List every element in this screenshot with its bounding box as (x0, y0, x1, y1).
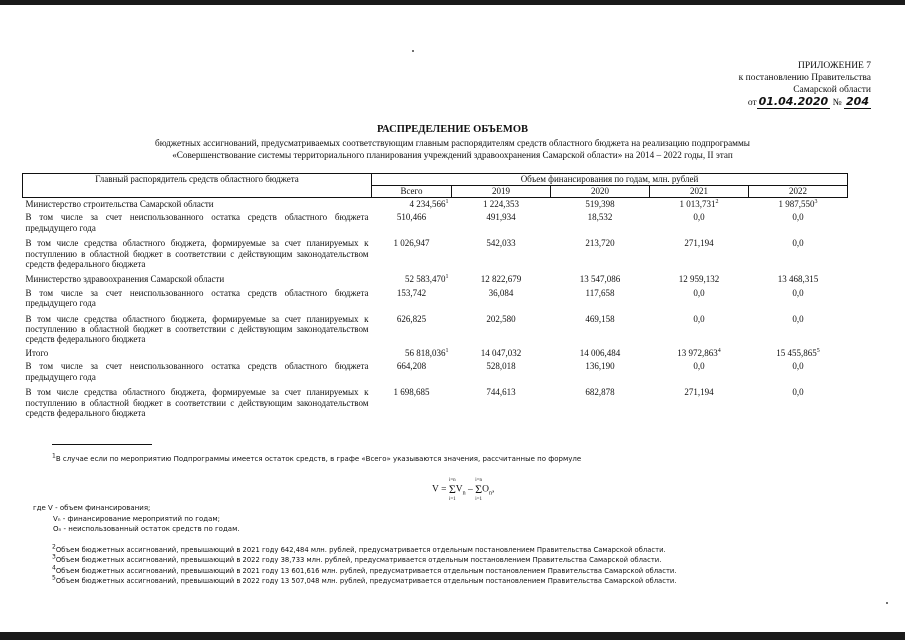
row-2021: 0,0 (693, 361, 705, 372)
row-2021: 0,0 (693, 212, 705, 223)
table-row (23, 313, 848, 347)
row-total: 52 583,470$^1$ (405, 274, 449, 285)
table-row (23, 198, 848, 212)
row-2022: 0,0 (792, 361, 804, 372)
row-2019: 202,580 (486, 313, 516, 324)
row-total: 56 818,036$^1$ (405, 347, 449, 358)
row-2020: 136,190 (585, 361, 615, 372)
appendix-line2: к постановлению Правительства (738, 73, 871, 83)
row-name: Итого (25, 347, 49, 358)
footnote-4: $^4$Объем бюджетных ассигнований, превышающий в 2021 году 13 601,616 млн. рублей, предусматривается отдельным постановлением Правительства Самарской области. (52, 564, 677, 575)
number-prefix: № (832, 98, 842, 108)
header-year-2021: 2021 (650, 186, 749, 198)
row-2020: 213,720 (585, 238, 615, 249)
table-row (23, 386, 848, 420)
header-group: Объем финансирования по годам, млн. рублей (372, 174, 848, 186)
row-2022: 13 468,315 (777, 274, 819, 285)
formula: V = i=n Σ $i=1V_n - i=n$ Σ $i=1O_n$, (432, 478, 495, 502)
row-2019: 14 047,032 (480, 347, 522, 358)
document-title: РАСПРЕДЕЛЕНИЕ ОБЪЕМОВ (376, 124, 528, 135)
footnote-1: $^1$В случае если по мероприятию Подпрограммы имеется остаток средств, в графе «Всего» указываются значения, рассчитанные по формуле (52, 452, 582, 463)
row-2021: 13 972,863$^4$ (677, 347, 721, 358)
row-2020: 682,878 (585, 387, 615, 398)
row-2019: 744,613 (486, 387, 516, 398)
row-2019: 542,033 (486, 238, 516, 249)
header-total: Всего (372, 186, 452, 198)
row-2022: 15 455,865$^5$ (776, 347, 820, 358)
row-2019: 491,934 (486, 212, 516, 223)
date-value: 01.04.2020 (758, 95, 829, 108)
appendix-header (739, 60, 871, 109)
row-total: 4 234,566$^1$ (409, 199, 449, 209)
row-2022: 0,0 (792, 287, 804, 298)
header-year-2020: 2020 (551, 186, 650, 198)
appendix-title: ПРИЛОЖЕНИЕ 7 (797, 61, 871, 71)
footnotes (52, 545, 677, 587)
table-row (23, 273, 848, 286)
row-name: В том числе средства областного бюджета, формируемые за счет планируемых к поступлению в областной бюджет в соответствии с действующим законодательством средств федерального бюджета (25, 238, 369, 270)
row-total: 1 698,685 (393, 387, 430, 398)
row-2019: 12 822,679 (480, 274, 522, 285)
legend-line-3: Oₙ - неиспользованный остаток средств по годам. (53, 525, 240, 533)
row-2019: 528,018 (486, 361, 516, 372)
table-row (23, 237, 848, 273)
sum-upper-limit: i=n (448, 478, 456, 483)
row-2020: 18,532 (587, 212, 613, 223)
sum-lower-limit: i=1 (448, 497, 456, 502)
row-2020: 519,398 (585, 199, 615, 209)
subtitle-line-1: бюджетных ассигнований, предусматриваемых соответствующим главным распорядителям средств областного бюджета на реализацию подпрограммы (155, 138, 750, 148)
row-total: 153,742 (396, 287, 427, 298)
row-total: 510,466 (396, 212, 427, 223)
row-2021: 0,0 (693, 313, 705, 324)
footnote-5: $^5$Объем бюджетных ассигнований, превышающий в 2022 году 13 507,048 млн. рублей, предусматривается отдельным постановлением Правительства Самарской области. (52, 574, 677, 586)
row-total: 626,825 (396, 313, 427, 324)
header-year-2022: 2022 (749, 186, 848, 198)
row-2020: 14 006,484 (579, 347, 621, 358)
scan-speck (412, 50, 414, 52)
row-2022: 0,0 (792, 313, 804, 324)
table-row (23, 287, 848, 313)
footnote-3: $^3$Объем бюджетных ассигнований, превышающий в 2022 году 38,733 млн. рублей, предусматривается отдельным постановлением Правительства Самарской области. (52, 554, 662, 565)
row-name: В том числе за счет неиспользованного остатка средств областного бюджета предыдущего года (25, 361, 369, 382)
row-2021: 271,194 (684, 238, 714, 249)
row-2021: 271,194 (684, 387, 714, 398)
row-name: В том числе за счет неиспользованного остатка средств областного бюджета предыдущего года (25, 287, 369, 309)
footnote-2: $^2$Объем бюджетных ассигнований, превышающий в 2021 году 642,484 млн. рублей, предусматривается отдельным постановлением Правительства Самарской области. (52, 543, 666, 554)
row-name: Министерство строительства Самарской области (25, 199, 214, 209)
table-row (23, 347, 848, 360)
row-2019: 36,084 (488, 287, 514, 298)
row-2020: 469,158 (585, 313, 615, 324)
scan-bottom-edge (0, 632, 905, 640)
row-name: В том числе за счет неиспользованного остатка средств областного бюджета предыдущего года (25, 212, 369, 233)
row-2022: 0,0 (792, 387, 804, 398)
row-name: В том числе средства областного бюджета, формируемые за счет планируемых к поступлению в областной бюджет в соответствии с действующим законодательством средств федерального бюджета (25, 313, 369, 345)
row-2022: 0,0 (792, 212, 804, 223)
budget-table (22, 173, 848, 420)
legend-line-2: Vₙ - финансирование мероприятий по годам; (53, 514, 221, 523)
formula-legend (33, 503, 240, 535)
row-name: В том числе средства областного бюджета, формируемые за счет планируемых к поступлению в областной бюджет в соответствии с действующим законодательством средств федерального бюджета (25, 387, 369, 418)
footnote-divider (52, 444, 152, 445)
row-2022: 0,0 (792, 238, 804, 249)
number-value: 204 (846, 95, 869, 108)
subtitle-line-2: «Совершенствование системы территориального планирования учреждений здравоохранения Самарской области» на 2014 – 2022 годы, II этап (172, 149, 733, 160)
row-2020: 117,658 (585, 287, 615, 298)
row-2021: 0,0 (693, 287, 705, 298)
table-row (23, 360, 848, 386)
row-total: 1 026,947 (393, 238, 430, 249)
legend-line-1: где V - объем финансирования; (33, 504, 151, 512)
appendix-date-line (739, 96, 871, 109)
appendix-line3: Самарской области (793, 85, 871, 95)
table-row (23, 211, 848, 237)
row-2019: 1 224,353 (483, 199, 519, 209)
header-year-2019: 2019 (452, 186, 551, 198)
scan-speck (886, 602, 888, 604)
row-2021: 12 959,132 (678, 274, 720, 285)
row-2020: 13 547,086 (579, 274, 621, 285)
row-total: 664,208 (396, 361, 427, 372)
header-main: Главный распорядитель средств областного бюджета (23, 174, 372, 198)
row-2021: 1 013,731$^2$ (679, 199, 719, 209)
row-2022: 1 987,550$^3$ (778, 199, 818, 209)
document-subtitle (60, 138, 845, 161)
date-prefix: от (747, 98, 757, 108)
row-name: Министерство здравоохранения Самарской области (25, 274, 225, 285)
scan-top-edge (0, 0, 905, 5)
